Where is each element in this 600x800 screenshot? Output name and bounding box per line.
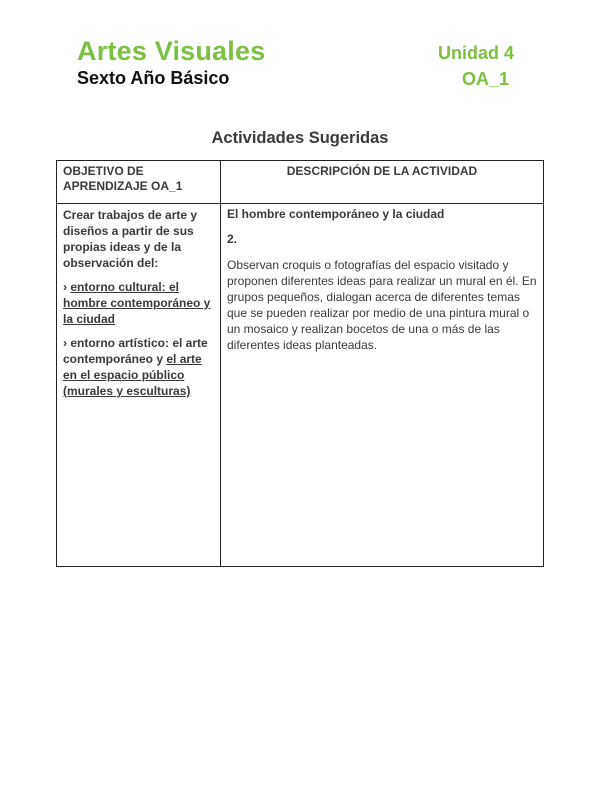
objective-link-artistic[interactable]: el arte en el espacio público (murales y esculturas) <box>63 352 202 398</box>
description-header-cell <box>221 161 544 204</box>
objective-cell <box>57 204 221 567</box>
table-header-row <box>57 161 544 204</box>
description-cell <box>221 204 544 567</box>
unit-label: Unidad 4 <box>437 43 514 63</box>
objective-header: OBJETIVO DE APRENDIZAJE OA_1 <box>63 164 183 193</box>
activities-table <box>56 160 544 567</box>
objective-intro: Crear trabajos de arte y diseños a partir de sus propias ideas y de la observación del: <box>63 208 198 270</box>
objective-link-cultural[interactable]: entorno cultural: el hombre contemporáneo y la ciudad <box>63 280 211 326</box>
activity-description: Observan croquis o fotografías del espacio visitado y proponen diferentes ideas para realizar un mural en él. En grupos pequeños, dialogan acerca de diferentes temas que se pueden realizar por medio de una pintura mural o un mosaico y realizan bocetos de una o más de las diferentes ideas planteadas. <box>227 258 537 352</box>
activity-title: El hombre contemporáneo y la ciudad <box>227 207 445 221</box>
oa-label: OA_1 <box>461 69 509 89</box>
objective-item-artistic: › entorno artístico: el arte contemporáneo y el arte en el espacio público (murales y esculturas) <box>63 336 208 398</box>
grade-subtitle: Sexto Año Básico <box>77 68 230 88</box>
page-header <box>77 36 517 96</box>
subject-title: Artes Visuales <box>77 36 266 66</box>
table-row <box>57 204 544 567</box>
section-title: Actividades Sugeridas <box>211 129 389 147</box>
activity-number: 2. <box>227 232 238 246</box>
description-header: DESCRIPCIÓN DE LA ACTIVIDAD <box>286 164 478 178</box>
objective-item-cultural: › entorno cultural: el hombre contemporáneo y la ciudad <box>63 280 211 326</box>
objective-header-cell <box>57 161 221 204</box>
